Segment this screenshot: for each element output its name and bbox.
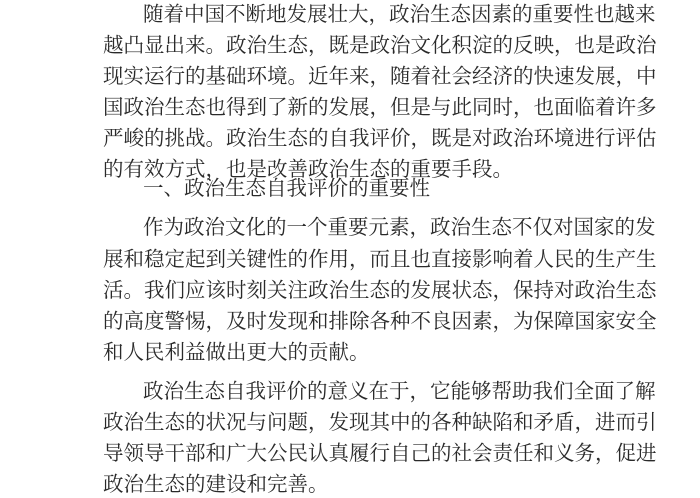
paragraph-1-line-5: 严峻的挑战。政治生态的自我评价，既是对政治环境进行评估: [103, 126, 657, 150]
paragraph-1-line-1: 随着中国不断地发展壮大，政治生态因素的重要性也越来: [143, 2, 656, 26]
paragraph-1-line-2: 越凸显出来。政治生态，既是政治文化积淀的反映，也是政治: [103, 33, 657, 57]
paragraph-3-line-3: 导领导干部和广大公民认真履行自己的社会责任和义务，促进: [103, 441, 657, 465]
paragraph-1-line-6: 的有效方式，也是改善政治生态的重要手段。: [103, 157, 513, 181]
paragraph-2-line-2: 展和稳定起到关键性的作用，而且也直接影响着人民的生产生: [103, 247, 657, 271]
paragraph-3-line-1: 政治生态自我评价的意义在于，它能够帮助我们全面了解: [143, 379, 656, 403]
paragraph-2-line-1: 作为政治文化的一个重要元素，政治生态不仅对国家的发: [143, 215, 656, 239]
paragraph-2-line-4: 的高度警惕，及时发现和排除各种不良因素，为保障国家安全: [103, 309, 657, 333]
paragraph-2-line-5: 和人民利益做出更大的贡献。: [103, 340, 370, 364]
paragraph-3-line-4: 政治生态的建设和完善。: [103, 472, 329, 496]
paragraph-3-line-2: 政治生态的状况与问题，发现其中的各种缺陷和矛盾，进而引: [103, 410, 657, 434]
paragraph-1-line-4: 国政治生态也得到了新的发展，但是与此同时，也面临着许多: [103, 95, 657, 119]
section-heading: 一、政治生态自我评价的重要性: [143, 176, 430, 200]
paragraph-1-line-3: 现实运行的基础环境。近年来，随着社会经济的快速发展，中: [103, 64, 657, 88]
paragraph-2-line-3: 活。我们应该时刻关注政治生态的发展状态，保持对政治生态: [103, 278, 657, 302]
